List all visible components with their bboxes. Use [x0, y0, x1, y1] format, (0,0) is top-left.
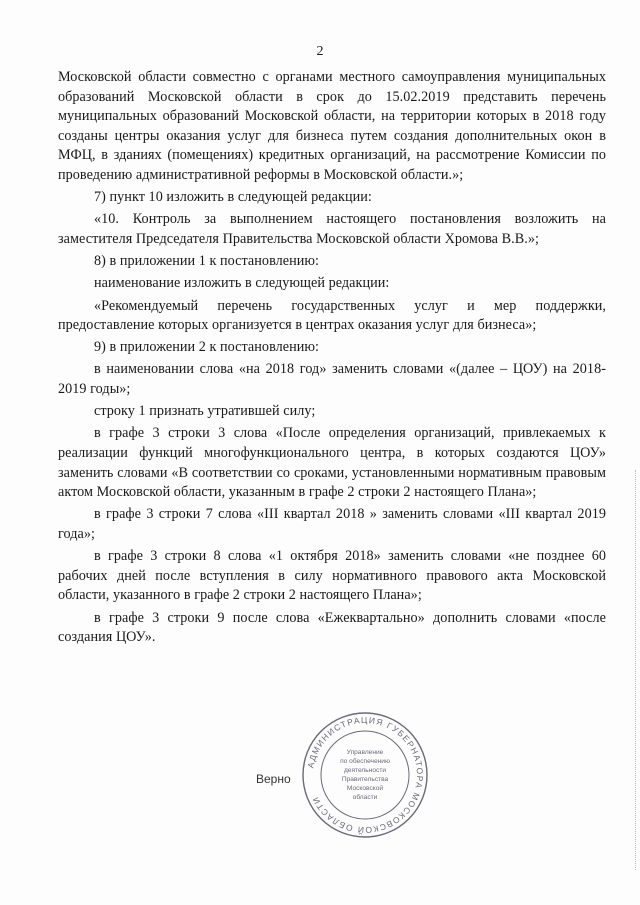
stamp-line: Управление — [346, 749, 384, 756]
stamp-line: Московской — [346, 785, 384, 792]
stamp-seal-icon — [300, 710, 430, 840]
verno-label: Верно — [256, 772, 291, 786]
paragraph: «10. Контроль за выполнением настоящего постановления возложить на заместителя Председателя Правительства Московской области Хромова В.В.»; — [58, 211, 606, 247]
scan-edge-mark — [633, 470, 636, 870]
page-number: 2 — [316, 44, 324, 59]
paragraph: 7) пункт 10 изложить в следующей редакции: — [94, 189, 372, 206]
paragraph: в графе 3 строки 8 слова «1 октября 2018» заменить словами «не позднее 60 рабочих дней после вступления в силу нормативного правового акта Московской области, указанного в графе 2 строки 2 настоящего Плана»; — [58, 548, 606, 604]
paragraph: 9) в приложении 2 к постановлению: — [94, 339, 320, 356]
stamp-line: по обеспечению — [340, 758, 390, 765]
document-body — [58, 68, 606, 650]
stamp-ring-text: АДМИНИСТРАЦИЯ ГУБЕРНАТОРА МОСКОВСКОЙ ОБЛАСТИ — [305, 714, 426, 836]
paragraph: 8) в приложении 1 к постановлению: — [94, 253, 320, 270]
paragraph: наименование изложить в следующей редакции: — [94, 275, 390, 292]
paragraph: строку 1 признать утратившей силу; — [94, 403, 316, 420]
official-stamp — [300, 710, 430, 840]
paragraph: в графе 3 строки 3 слова «После определения организаций, привлекаемых к реализации функций многофункционального центра, в которых создаются ЦОУ» заменить словами «В соответствии со сроками, установленными нормативным правовым актом Московской области, указанным в графе 2 строки 2 настоящего Плана»; — [58, 425, 606, 501]
paragraph: в графе 3 строки 9 после слова «Ежеквартально» дополнить словами «после создания ЦОУ». — [58, 609, 606, 646]
paragraph: в наименовании слова «на 2018 год» заменить словами «(далее – ЦОУ) на 2018-2019 годы»; — [58, 361, 606, 398]
stamp-line: Правительства — [341, 776, 389, 783]
paragraph: в графе 3 строки 7 слова «III квартал 2018 » заменить словами «III квартал 2019 года»; — [58, 506, 606, 542]
stamp-line: деятельности — [343, 767, 387, 774]
stamp-line: области — [352, 794, 378, 801]
paragraph: Московской области совместно с органами местного самоуправления муниципальных образований Московской области в срок до 15.02.2019 представить перечень муниципальных образований Московской области, на территории которых в 2018 году созданы центры оказания услуг для бизнеса путем создания дополнительных окон в МФЦ, в зданиях (помещениях) кредитных организаций, на рассмотрение Комиссии по проведению административной реформы в Московской области.»; — [58, 69, 606, 183]
paragraph: «Рекомендуемый перечень государственных услуг и мер поддержки, предоставление которых организуется в центрах оказания услуг для бизнеса»; — [58, 297, 606, 334]
